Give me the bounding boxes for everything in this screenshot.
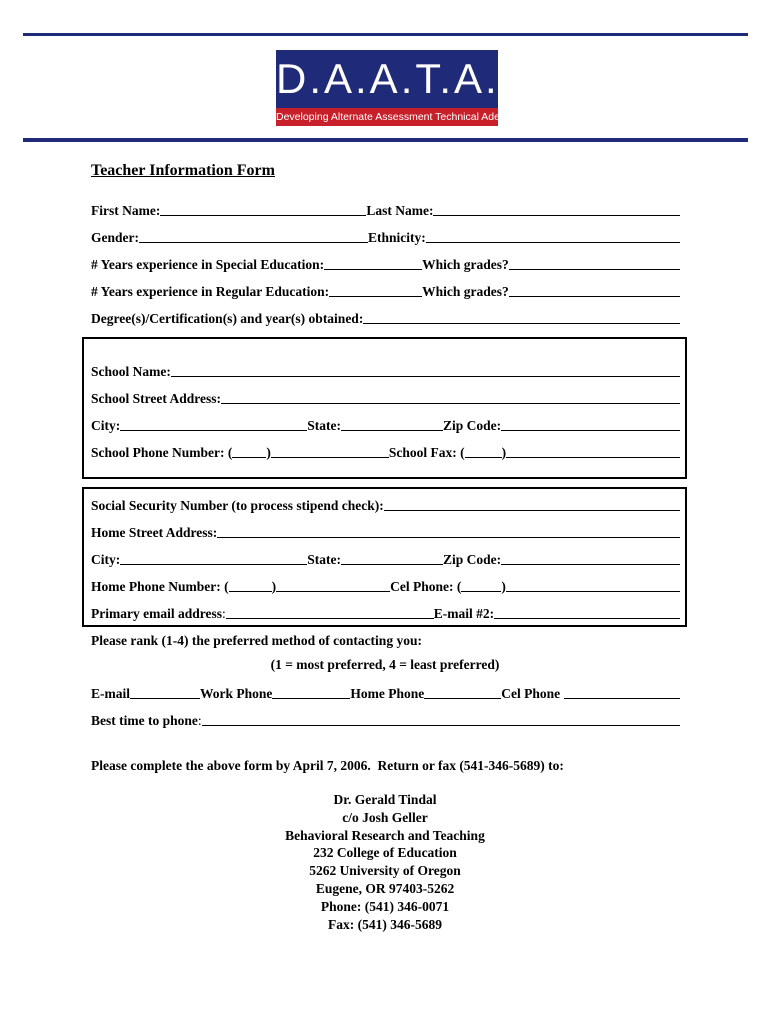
ssn-field[interactable]	[384, 510, 680, 511]
contact-methods-row	[91, 682, 680, 702]
special-ed-row	[91, 253, 680, 273]
home-phone-area-field[interactable]	[229, 591, 272, 592]
home-phone-row	[91, 575, 680, 595]
cel-phone-paren: )	[501, 579, 506, 594]
school-name-field[interactable]	[171, 376, 680, 377]
home-phone-paren: )	[271, 579, 277, 594]
best-time-colon: :	[197, 713, 202, 728]
work-phone-label: Work Phone	[200, 686, 273, 701]
address-line: Phone: (541) 346-0071	[320, 898, 450, 914]
school-zip-label: Zip Code:	[443, 418, 502, 433]
which-grades-field-1[interactable]	[509, 269, 680, 270]
home-phone-field[interactable]	[276, 591, 390, 592]
bottom-rule	[23, 138, 748, 142]
instructions-row	[91, 754, 680, 774]
ethnicity-field[interactable]	[426, 242, 680, 243]
work-phone-rank-field[interactable]	[272, 698, 350, 699]
school-fax-area-field[interactable]	[465, 457, 502, 458]
years-special-field[interactable]	[324, 269, 422, 270]
ssn-label: Social Security Number (to process stipend check):	[91, 498, 384, 513]
school-phone-row	[91, 441, 680, 461]
email2-label: E-mail #2:	[433, 606, 495, 621]
email2-field[interactable]	[494, 618, 680, 619]
gender-row	[91, 226, 680, 246]
daata-logo	[276, 50, 528, 126]
degrees-label: Degree(s)/Certification(s) and year(s) obtained:	[91, 311, 364, 326]
top-rule	[23, 33, 748, 36]
email-row	[91, 602, 680, 622]
school-phone-field[interactable]	[271, 457, 389, 458]
home-street-row	[91, 521, 680, 541]
school-city-row	[91, 414, 680, 434]
school-street-row	[91, 387, 680, 407]
home-state-field[interactable]	[341, 564, 443, 565]
school-name-label: School Name:	[91, 364, 171, 379]
logo-tagline: Developing Alternate Assessment Technical Adequacy	[276, 108, 498, 126]
school-phone-label: School Phone Number: (	[91, 445, 233, 460]
school-phone-area-field[interactable]	[232, 457, 266, 458]
form-title: Teacher Information Form	[91, 162, 275, 179]
name-row	[91, 199, 680, 219]
years-regular-field[interactable]	[329, 296, 422, 297]
home-street-field[interactable]	[217, 537, 680, 538]
rank-prompt: Please rank (1-4) the preferred method of contacting you:	[91, 633, 422, 648]
school-fax-paren: )	[501, 445, 507, 460]
ssn-row	[91, 494, 680, 514]
cel-phone-rank-field[interactable]	[564, 698, 680, 699]
best-time-field[interactable]	[202, 725, 680, 726]
last-name-label: Last Name:	[366, 203, 434, 218]
home-zip-field[interactable]	[501, 564, 680, 565]
school-state-label: State:	[307, 418, 341, 433]
home-city-row	[91, 548, 680, 568]
school-street-label: School Street Address:	[91, 391, 222, 406]
school-fax-field[interactable]	[506, 457, 680, 458]
address-line: 5262 University of Oregon	[309, 863, 461, 879]
years-regular-label: # Years experience in Regular Education:	[91, 284, 330, 299]
primary-email-field[interactable]	[226, 618, 434, 619]
ethnicity-label: Ethnicity:	[368, 230, 426, 245]
school-name-row	[91, 360, 680, 380]
primary-email-label: Primary email address	[91, 606, 222, 621]
home-city-field[interactable]	[120, 564, 307, 565]
school-phone-paren: )	[266, 445, 271, 460]
school-state-field[interactable]	[341, 430, 443, 431]
rank-scale: (1 = most preferred, 4 = least preferred)	[270, 657, 500, 672]
best-time-row	[91, 709, 680, 729]
regular-ed-row	[91, 280, 680, 300]
address-line: Behavioral Research and Teaching	[285, 827, 485, 843]
mailing-address	[0, 791, 770, 933]
address-line: c/o Josh Geller	[342, 809, 428, 825]
best-time-label: Best time to phone	[91, 713, 198, 728]
school-zip-field[interactable]	[501, 430, 680, 431]
degree-row	[91, 307, 680, 327]
which-grades-label-1: Which grades?	[422, 257, 509, 272]
email-method-label: E-mail	[91, 686, 130, 701]
cel-phone-field[interactable]	[506, 591, 680, 592]
logo-text: D.A.A.T.A.	[276, 50, 498, 108]
cel-phone-label: Cel Phone: (	[390, 579, 462, 594]
gender-field[interactable]	[139, 242, 368, 243]
address-line: Dr. Gerald Tindal	[333, 792, 437, 807]
degrees-field[interactable]	[363, 323, 680, 324]
which-grades-field-2[interactable]	[509, 296, 680, 297]
first-name-label: First Name:	[91, 203, 161, 218]
first-name-field[interactable]	[160, 215, 366, 216]
home-state-label: State:	[307, 552, 341, 567]
rank-prompt-row	[91, 629, 680, 649]
cel-phone-method-label: Cel Phone	[501, 686, 564, 701]
primary-email-colon: :	[221, 606, 226, 621]
home-street-label: Home Street Address:	[91, 525, 218, 540]
school-fax-label: School Fax: (	[388, 445, 465, 460]
years-special-label: # Years experience in Special Education:	[91, 257, 325, 272]
which-grades-label-2: Which grades?	[422, 284, 509, 299]
home-phone-method-label: Home Phone	[350, 686, 425, 701]
last-name-field[interactable]	[433, 215, 680, 216]
school-city-label: City:	[91, 418, 121, 433]
school-city-field[interactable]	[120, 430, 307, 431]
address-line: Fax: (541) 346-5689	[328, 916, 442, 932]
home-city-label: City:	[91, 552, 121, 567]
home-phone-rank-field[interactable]	[424, 698, 501, 699]
school-street-field[interactable]	[221, 403, 680, 404]
home-phone-label: Home Phone Number: (	[91, 579, 229, 594]
email-rank-field[interactable]	[130, 698, 200, 699]
address-line: Eugene, OR 97403-5262	[315, 880, 455, 896]
address-line: 232 College of Education	[313, 845, 457, 861]
cel-phone-area-field[interactable]	[461, 591, 501, 592]
instructions: Please complete the above form by April 7, 2006. Return or fax (541-346-5689) to:	[91, 758, 564, 773]
home-zip-label: Zip Code:	[443, 552, 502, 567]
gender-label: Gender:	[91, 230, 139, 245]
